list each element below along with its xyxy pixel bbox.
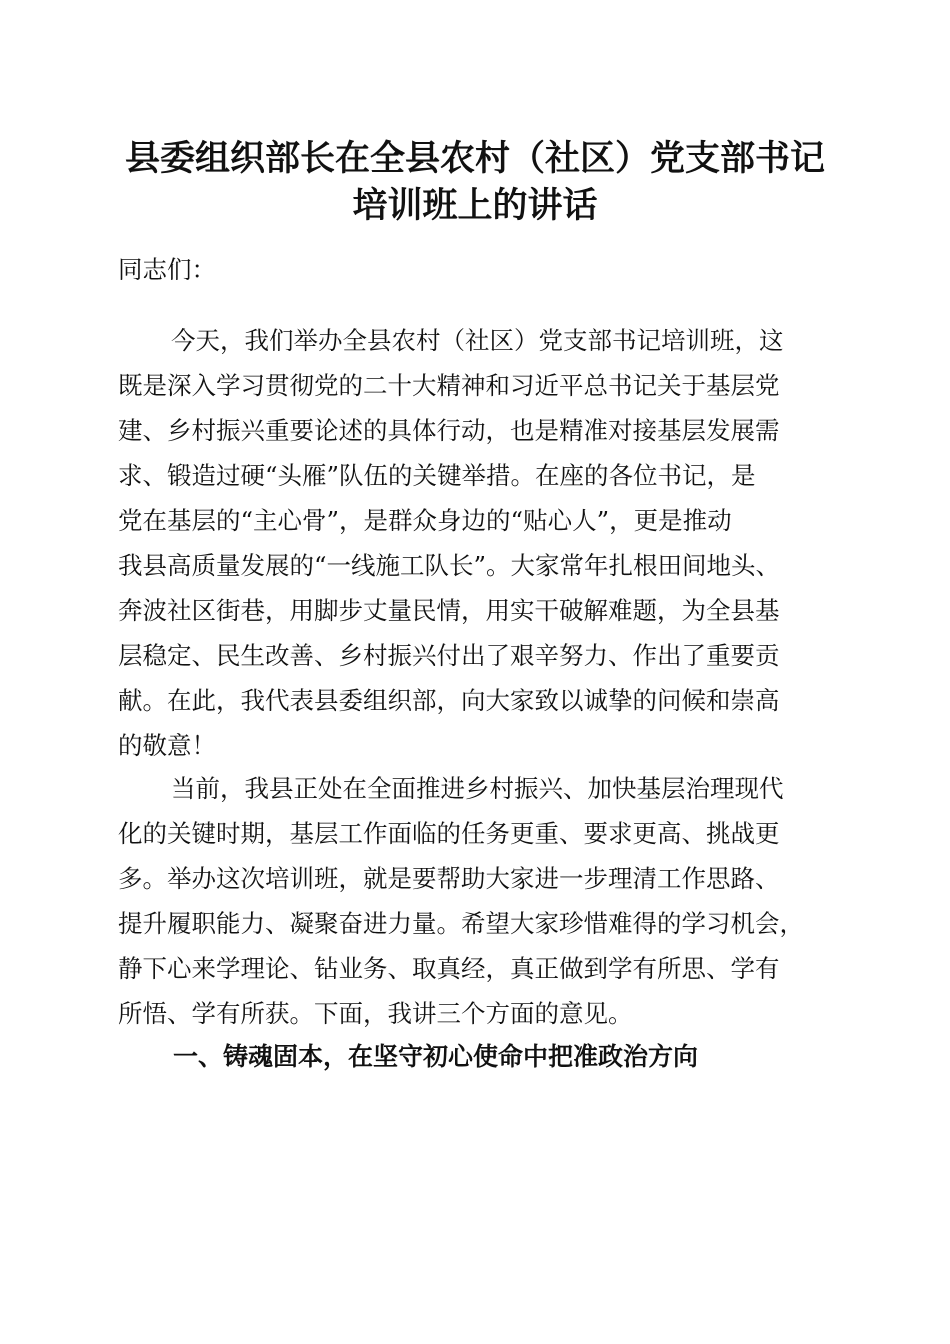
paragraph-2-line: 所悟、学有所获。下面，我讲三个方面的意见。: [118, 999, 633, 1028]
paragraph-1-line: 今天，我们举办全县农村（社区）党支部书记培训班，这: [171, 326, 784, 355]
paragraph-1-line: 建、乡村振兴重要论述的具体行动，也是精准对接基层发展需: [118, 416, 780, 445]
paragraph-1-line: 层稳定、民生改善、乡村振兴付出了艰辛努力、作出了重要贡: [118, 641, 780, 670]
salutation: 同志们：: [118, 255, 216, 284]
paragraph-1-line: 求、锻造过硬“头雁”队伍的关键举措。在座的各位书记，是: [118, 461, 756, 490]
paragraph-2-line: 当前，我县正处在全面推进乡村振兴、加快基层治理现代: [171, 774, 784, 803]
document-title-line-1: 县委组织部长在全县农村（社区）党支部书记: [124, 138, 825, 179]
paragraph-1-line: 的敬意！: [118, 731, 216, 760]
section-1-heading: 一、铸魂固本，在坚守初心使命中把准政治方向: [173, 1042, 699, 1071]
paragraph-1-line: 奔波社区街巷，用脚步丈量民情，用实干破解难题，为全县基: [118, 596, 780, 625]
document-title-line-2: 培训班上的讲话: [352, 185, 598, 226]
paragraph-2-line: 多。举办这次培训班，就是要帮助大家进一步理清工作思路、: [118, 864, 780, 893]
paragraph-2-line: 静下心来学理论、钻业务、取真经，真正做到学有所思、学有: [118, 954, 780, 983]
paragraph-1-line: 党在基层的“主心骨”，是群众身边的“贴心人”，更是推动: [118, 506, 732, 535]
paragraph-1-line: 我县高质量发展的“一线施工队长”。大家常年扎根田间地头、: [118, 551, 781, 580]
paragraph-1-line: 献。在此，我代表县委组织部，向大家致以诚挚的问候和崇高: [118, 686, 780, 715]
paragraph-2-line: 化的关键时期，基层工作面临的任务更重、要求更高、挑战更: [118, 819, 780, 848]
paragraph-1-line: 既是深入学习贯彻党的二十大精神和习近平总书记关于基层党: [118, 371, 780, 400]
paragraph-2-line: 提升履职能力、凝聚奋进力量。希望大家珍惜难得的学习机会，: [118, 909, 804, 938]
